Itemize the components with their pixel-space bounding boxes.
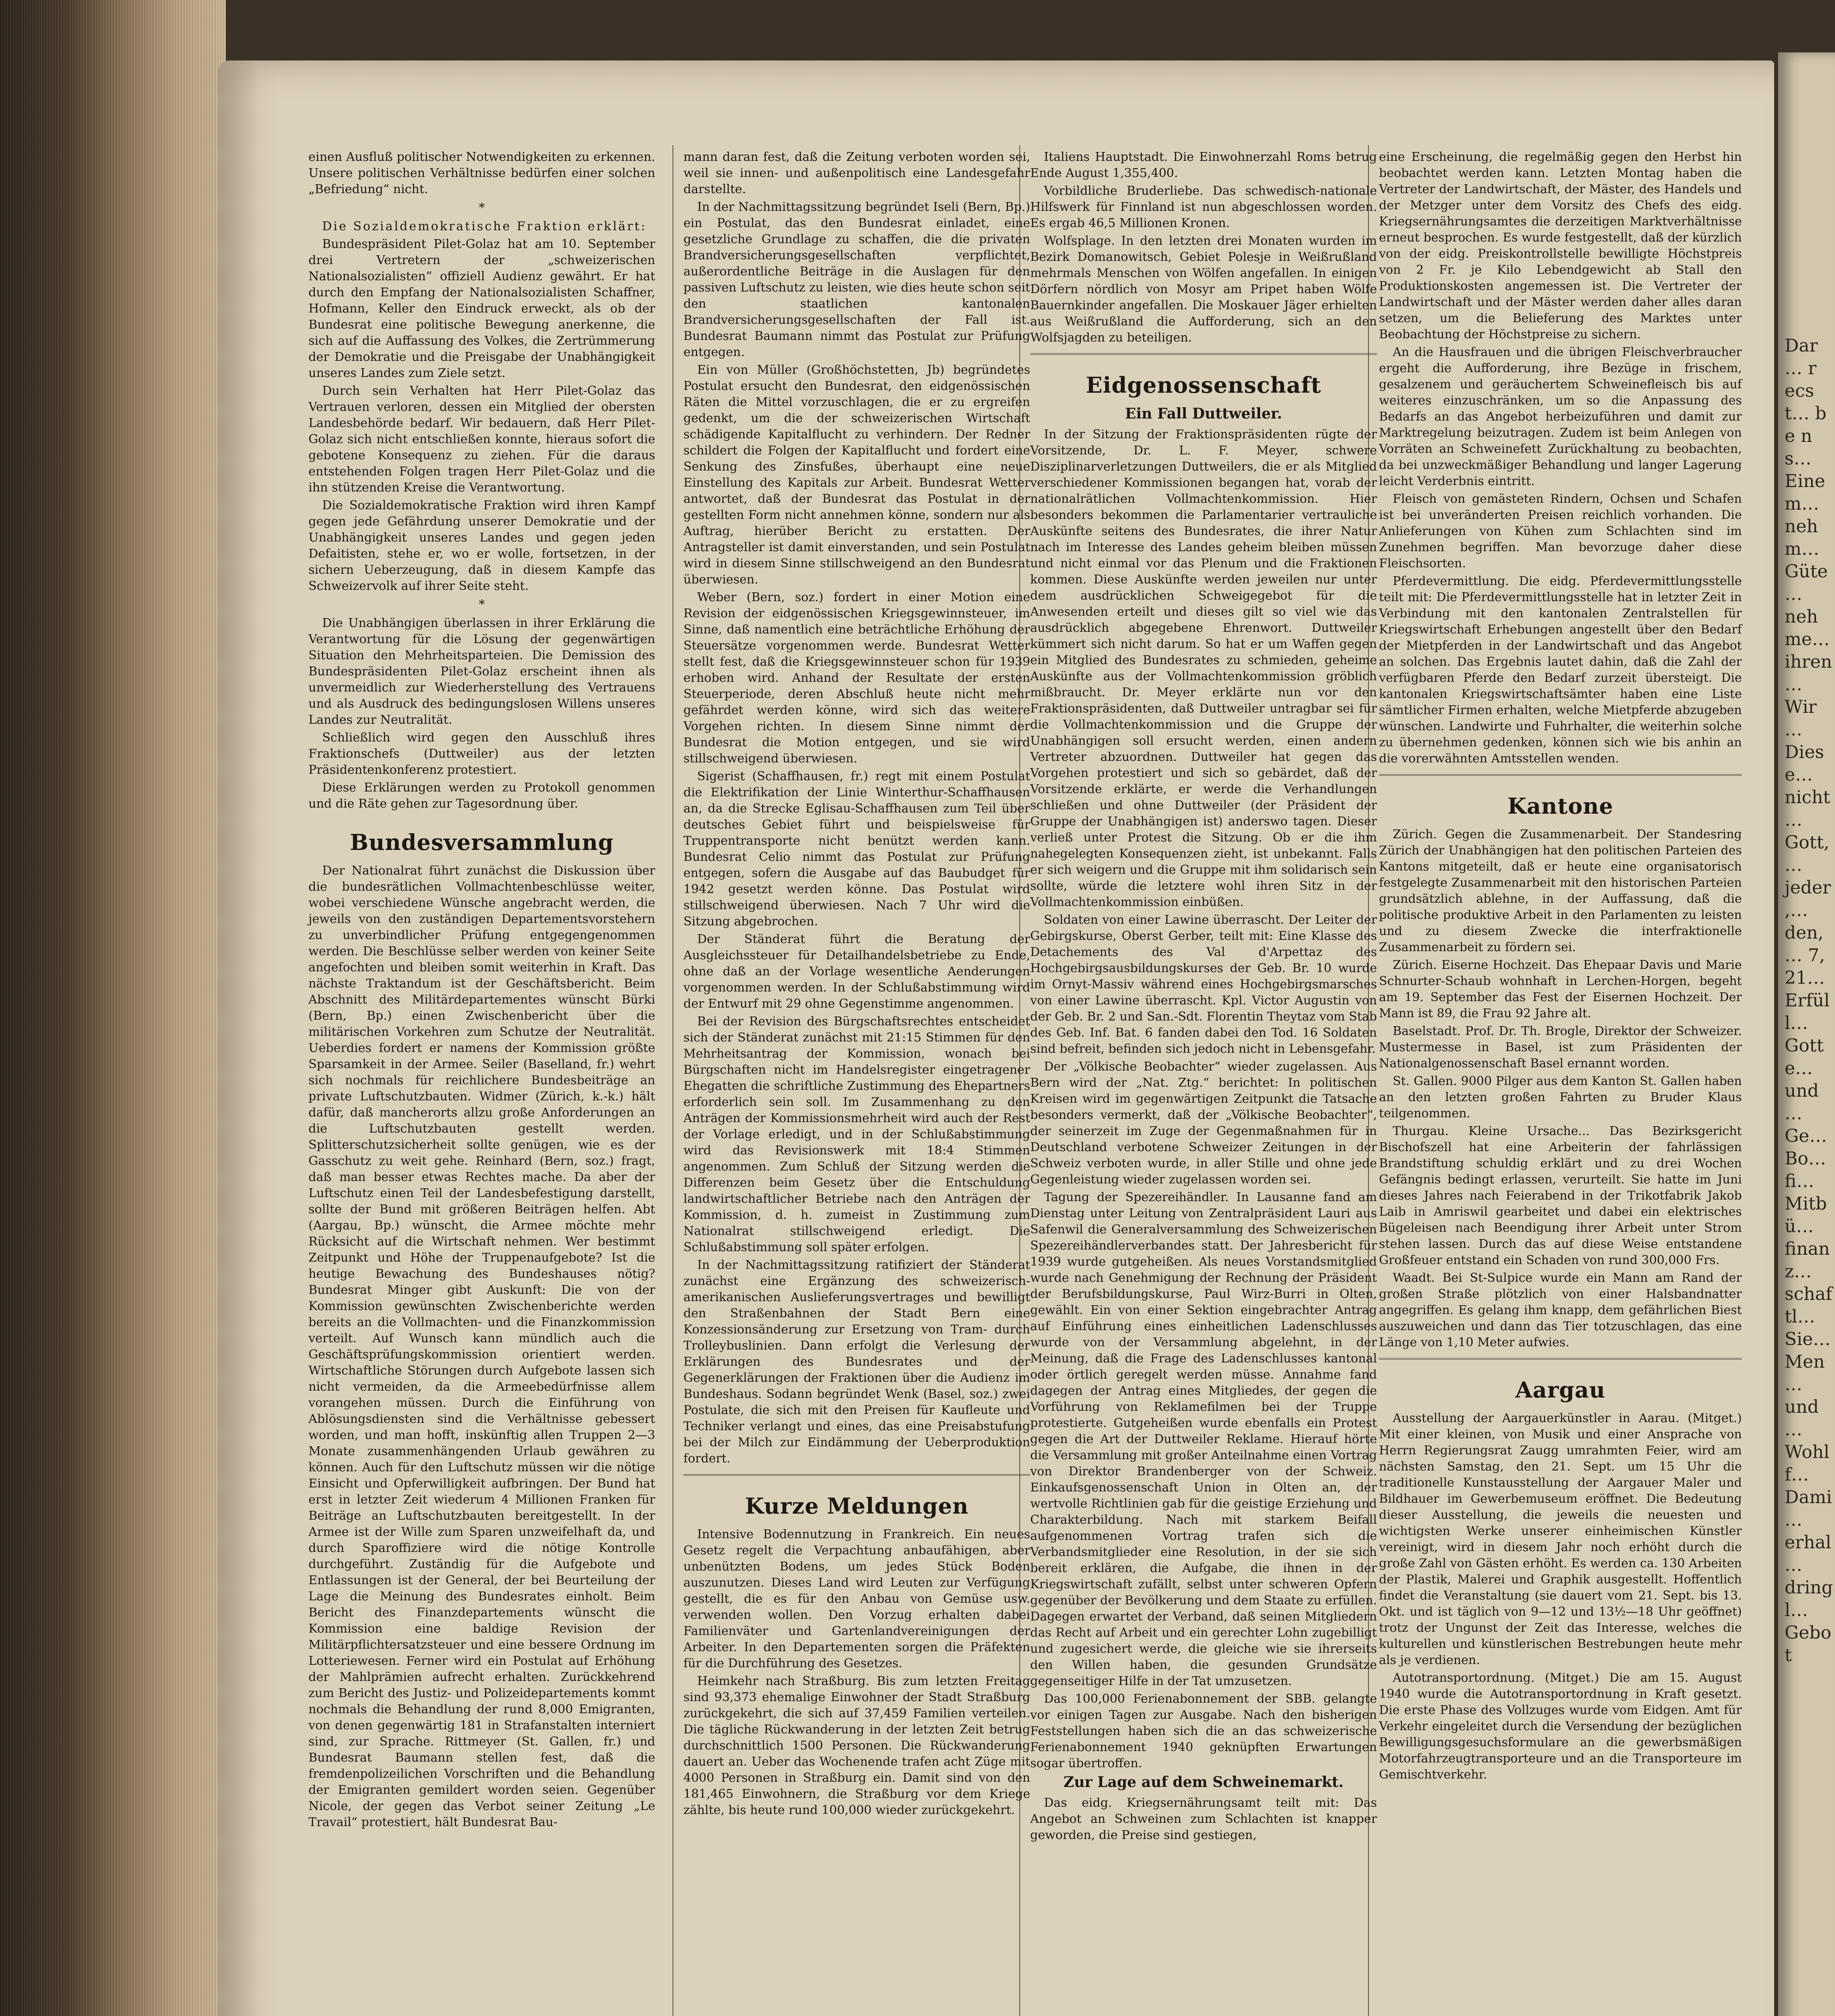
section-headline: Aargau <box>1515 1377 1606 1403</box>
paragraph: Autotransportordnung. (Mitget.) Die am 15. August 1940 wurde die Autotransportordnung in Kraft gesetzt. Die erste Phase des Vollzuges wurde vom Eidgen. Amt für Verkehr eingeleitet durch die Versendung der bezüglichen Bewilligungsgesuchsformulare an die gewerbsmäßigen Motorfahrzeugtransporteure und an die Transporteure im Gemischtverkehr. <box>1379 1671 1742 1782</box>
paragraph: Baselstadt. Prof. Dr. Th. Brogle, Direktor der Schweizer. Mustermesse in Basel, ist zum Präsidenten der Nationalgenossenschaft Basel ernannt worden. <box>1379 1024 1742 1070</box>
paragraph: Durch sein Verhalten hat Herr Pilet-Golaz das Vertrauen verloren, dessen ein Mitglied der obersten Landesbehörde bedarf. Wir bedauern, daß Herr Pilet-Golaz sich nicht entschließen konnte, hieraus sofort die gebotene Konsequenz zu ziehen. Für die daraus entstehenden Folgen tragen Herr Pilet-Golaz und die ihn stützenden Kreise die Verantwortung. <box>308 384 655 495</box>
column-1 <box>308 149 655 1832</box>
paragraph: eine Erscheinung, die regelmäßig gegen den Herbst hin beobachtet werden kann. Letzten Montag haben die Vertreter der Landwirtschaft, der Mäster, des Handels und der Metzger unter dem Vorsitz des Chefs des eidg. Kriegsernährungsamtes die derzeitigen Marktverhältnisse erneut besprochen. Es wurde festgestellt, daß der kürzlich von der eidg. Preiskontrollstelle bewilligte Höchstpreis von 2 Fr. je Kilo Lebendgewicht ab Stall den Produktionskosten angemessen ist. Die Vertreter der Landwirtschaft und der Mäster werden daher alles daran setzen, um die Belieferung des Marktes unter Beobachtung der Höchstpreise zu sichern. <box>1379 150 1742 342</box>
paragraph: In der Sitzung der Fraktionspräsidenten rügte der Vorsitzende, Dr. L. F. Meyer, schwere Disziplinarverletzungen Duttweilers, die er als Mitglied verschiedener Kommissionen begangen hat, vorab der nationalrätlichen Vollmachtenkommission. Hier besonders bekommen die Parlamentarier vertrauliche Auskünfte seitens des Bundesrates, die ihrer Natur nach im Interesse des Landes geheim bleiben müssen und nicht einmal vor das Plenum und die Fraktionen kommen. Diese Auskünfte werden jeweilen nur unter dem ausdrücklichen Schweigegebot für die Anwesenden erteilt und dieses gilt so viel wie das ausdrücklich abgegebene Ehrenwort. Duttweiler kümmert sich nicht darum. So hat er um Waffen gegen ein Mitglied des Bundesrates zu schmieden, geheime Auskünfte aus der Vollmachtenkommission gröblich mißbraucht. Dr. Meyer erklärte nun vor den Fraktionspräsidenten, daß Duttweiler untragbar sei für die Vollmachtenkommission und die Gruppe der Unabhängigen soll ersucht werden, einen andern Vertreter abzuordnen. Duttweiler hat gegen das Vorgehen protestiert und sich so gebärdet, daß der Vorsitzende erklärte, er werde die Verhandlungen schließen und ohne Duttweiler (der Präsident der Gruppe der Unabhängigen ist) anderswo tagen. Dieser verließ unter Protest die Sitzung. Ob er die ihm nahegelegten Konsequenzen zieht, ist unbekannt. Falls er sich weigern und die Gruppe mit ihm solidarisch sein sollte, würde die letztere wohl ihren Sitz in der Vollmachtenkommission einbüßen. <box>1030 427 1377 909</box>
paragraph: Weber (Bern, soz.) fordert in einer Motion eine Revision der eidgenössischen Kriegsgewinnsteuer, im Sinne, daß namentlich eine beträchtliche Erhöhung der Steuersätze vorgenommen werde. Bundesrat Wetter stellt fest, daß die Kriegsgewinnsteuer schon für 1939 erhoben wird. Anhand der Resultate der ersten Steuerperiode, deren Abschluß heute nicht mehr gefährdet werden könne, wird sich das weitere Vorgehen richten. In diesem Sinne nimmt der Bundesrat die Motion entgegen, und sie wird stillschweigend überwiesen. <box>683 590 1030 766</box>
paragraph: Das eidg. Kriegsernährungsamt teilt mit: Das Angebot an Schweinen zum Schlachten ist knapper geworden, die Preise sind gestiegen, <box>1030 1796 1377 1842</box>
paragraph: Schließlich wird gegen den Ausschluß ihres Fraktionschefs (Duttweiler) aus der letzten Präsidentenkonferenz protestiert. <box>308 731 655 777</box>
paragraph: Waadt. Bei St-Sulpice wurde ein Mann am Rand der großen Straße plötzlich von einer Halsbandnatter angegriffen. Es gelang ihm knapp, dem gefährlichen Biest auszuweichen und dann das Tier totzuschlagen, das eine Länge von 1,10 Meter aufwies. <box>1379 1271 1742 1350</box>
section-rule <box>1379 774 1742 776</box>
paragraph: In der Nachmittagssitzung begründet Iseli (Bern, Bp.) ein Postulat, das den Bundesrat einladet, eine gesetzliche Grundlage zu schaffen, die die privaten Brandversicherungsgesellschaften verpflichtet, außerordentliche Beiträge in die Auslagen für den passiven Luftschutz zu leisten, wie dies heute schon seit den staatlichen kantonalen Brandversicherungsgesellschaften der Fall ist. Bundesrat Baumann nimmt das Postulat zur Prüfung entgegen. <box>683 200 1030 359</box>
paragraph: Tagung der Spezereihändler. In Lausanne fand am Dienstag unter Leitung von Zentralpräsident Lauri aus Safenwil die Generalversammlung des Schweizerischen Spezereihändlerverbandes statt. Der Jahresbericht für 1939 wurde gutgeheißen. Als neues Vorstandsmitglied wurde nach Genehmigung der Rechnung der Präsident der Berufsbildungskurse, Paul Wirz-Burri in Olten, gewählt. Ein von einer Sektion eingebrachter Antrag auf Einführung eines einheitlichen Ladenschlusses wurde von der Versammlung abgelehnt, in der Meinung, daß die Frage des Ladenschlusses kantonal oder örtlich geregelt werden müsse. Annahme fand dagegen der Antrag eines Mitgliedes, der gegen die Vorführung von Reklamefilmen bei der Truppe protestierte. Gutgeheißen wurde ebenfalls ein Protest gegen die Art der Duttweiler Reklame. Hierauf hörte die Versammlung mit großer Anteilnahme einen Vortrag von Direktor Brandenberger von der Schweiz. Einkaufsgenossenschaft Union in Olten an, der wertvolle Richtlinien gab für die geistige Erziehung und Charakterbildung. Nach mit starkem Beifall aufgenommenen Vortrag trafen sich die Verbandsmitglieder eine Resolution, in der sie sich bereit erklären, die Aufgabe, die ihnen in der Kriegswirtschaft zufällt, selbst unter schweren Opfern gegenüber der Bevölkerung und dem Staate zu erfüllen. Dagegen erwartet der Verband, daß seinen Mitgliedern das Recht auf Arbeit und ein gerechter Lohn zugebilligt und zugesichert werde, die gleiche wie sie ihrerseits den Willen haben, die gesunden Grundsätze gegenseitiger Hilfe in der Tat umzusetzen. <box>1030 1190 1377 1688</box>
paragraph: Die Sozialdemokratische Fraktion wird ihren Kampf gegen jede Gefährdung unserer Demokratie und der Unabhängigkeit unseres Landes und gegen jeden Defaitisten, stehe er, wo er wolle, fortsetzen, in der sichern Ueberzeugung, daß in diesem Kampfe das Schweizervolk auf ihrer Seite steht. <box>308 498 655 593</box>
section-headline: Kantone <box>1507 793 1614 819</box>
section-headline: Bundesversammlung <box>350 829 614 855</box>
paragraph: Bundespräsident Pilet-Golaz hat am 10. September drei Vertretern der „schweizerischen Nationalsozialisten“ offiziell Audienz gewährt. Er hat durch den Empfang der Nationalsozialisten Schaffner, Hofmann, Keller den Eindruck erweckt, als ob der Bundesrat eine politische Bewegung anerkenne, die sich auf die Auffassung des Volkes, die Zertrümmerung der Demokratie und die Preisgabe der Unabhängigkeit unseres Landes zum Ziele setzt. <box>308 237 655 380</box>
paragraph: Soldaten von einer Lawine überrascht. Der Leiter der Gebirgskurse, Oberst Gerber, teilt mit: Eine Klasse des Detachements des Val d'Arpettaz des Hochgebirgsausbildungskurses der Geb. Br. 10 wurde im Ornyt-Massiv während eines Hochgebirgsmarsches von einer Lawine überrascht. Kpl. Victor Augustin von der Geb. Br. 2 und San.-Sdt. Florentin Theytaz vom Stab des Geb. Inf. Bat. 6 fanden dabei den Tod. 16 Soldaten sind befreit, befinden sich jedoch nicht in Lebensgefahr. <box>1030 913 1377 1056</box>
paragraph: In der Nachmittagssitzung ratifiziert der Ständerat zunächst eine Ergänzung des schweizerisch-amerikanischen Auslieferungsvertrages und bewilligt den Straßenbahnen der Stadt Bern eine Konzessionsänderung zur Ersetzung von Tram- durch Trolleybuslinien. Dann erfolgt die Verlesung der Erklärungen des Bundesrates und der Gegenerklärungen der Fraktionen über die Audienz im Bundeshaus. Sodann begründet Wenk (Basel, soz.) zwei Postulate, die sich mit den Preisen für Kaufleute und Techniker verlangt und eines, das eine Preisabstufung bei der Milch zur Eindämmung der Ueberproduktion fordert. <box>683 1258 1030 1466</box>
paragraph: Vorbildliche Bruderliebe. Das schwedisch-nationale Hilfswerk für Finnland ist nun abgeschlossen worden. Es ergab 46,5 Millionen Kronen. <box>1030 184 1377 230</box>
paragraph: Bei der Revision des Bürgschaftsrechtes entscheidet sich der Ständerat zunächst mit 21:15 Stimmen für den Mehrheitsantrag der Kommission, wonach bei Bürgschaften nicht im Handelsregister eingetragener Ehegatten die schriftliche Zustimmung des Ehepartners erforderlich sein soll. Im Zusammenhang zu den Anträgen der Kommissionsmehrheit wird auch der Rest der Vorlage erledigt, und in der Schlußabstimmung wird das Revisionswerk mit 18:4 Stimmen angenommen. Zum Schluß der Sitzung werden die Differenzen beim Gesetz über die Entschuldung landwirtschaftlicher Betriebe nach den Anträgen der Kommission, d. h. zumeist in Zustimmung zum Nationalrat stillschweigend erledigt. Die Schlußabstimmung soll später erfolgen. <box>683 1014 1030 1254</box>
paragraph: Der „Völkische Beobachter“ wieder zugelassen. Aus Bern wird der „Nat. Ztg.“ berichtet: In politischen Kreisen wird im gegenwärtigen Zeitpunkt die Tatsache besonders vermerkt, daß der „Völkische Beobachter“, der seinerzeit im Zuge der Gegenmaßnahmen für in Deutschland verbotene Schweizer Zeitungen in der Schweiz verboten wurde, in aller Stille und ohne jede Gegenleistung wieder zugelassen worden sei. <box>1030 1060 1377 1187</box>
paragraph: Intensive Bodennutzung in Frankreich. Ein neues Gesetz regelt die Verpachtung anbaufähigen, aber unbenützten Bodens, um jedes Stück Boden auszunutzen. Dieses Land wird Leuten zur Verfügung gestellt, die es für den Anbau von Gemüse usw. verwenden wollen. Den Vorzug erhalten dabei Familienväter und Gartenlandvereinigungen der Arbeiter. In den Departementen sorgen die Präfekten für die Durchführung des Gesetzes. <box>683 1527 1030 1670</box>
section-headline: Eidgenossenschaft <box>1086 372 1321 398</box>
paragraph: Diese Erklärungen werden zu Protokoll genommen und die Räte gehen zur Tagesordnung über. <box>308 781 655 811</box>
column-4 <box>1379 149 1742 1785</box>
paragraph: Der Ständerat führt die Beratung der Ausgleichssteuer für Detailhandelsbetriebe zu Ende, ohne daß an der Vorlage wesentliche Aenderungen vorgenommen werden. In der Schlußabstimmung wird der Entwurf mit 29 ohne Gegenstimme angenommen. <box>683 932 1030 1011</box>
paragraph: Pferdevermittlung. Die eidg. Pferdevermittlungsstelle teilt mit: Die Pferdevermittlungsstelle hat in letzter Zeit in Verbindung mit den kantonalen Zentralstellen für Kriegswirtschaft Erhebungen angestellt über den Bedarf der Mietpferden in der Landwirtschaft und das Angebot an solchen. Das Ergebnis lautet dahin, daß die Zahl der verfügbaren Pferde den Bedarf zurzeit übersteigt. Die kantonalen Kriegswirtschaftsämter haben eine Liste sämtlicher Firmen erhalten, welche Mietpferde abzugeben wünschen. Landwirte und Fuhrhalter, die weiterhin solche zu übernehmen gedenken, können sich wie bis anhin an die vorerwähnten Amtsstellen wenden. <box>1379 574 1742 766</box>
section-rule <box>683 1474 1030 1476</box>
article-subheadline: Zur Lage auf dem Schweinemarkt. <box>1063 1774 1344 1791</box>
paragraph: Ein von Müller (Großhöchstetten, Jb) begründetes Postulat ersucht den Bundesrat, den eidgenössischen Räten die Mittel vorzuschlagen, die er zu ergreifen gedenkt, um die der schweizerischen Wirtschaft schädigende Kapitalflucht zu verhindern. Der Redner schildert die Folgen der Kapitalflucht und fordert eine Senkung des Zinsfußes, überhaupt eine neue Einstellung des Kapitals zur Arbeit. Bundesrat Wetter antwortet, daß der Bundesrat das Postulat in der gestellten Form nicht annehmen könne, sondern nur als Auftrag, hierüber Bericht zu erstatten. Der Antragsteller ist damit einverstanden, und sein Postulat wird in diesem Sinne stillschweigend an den Bundesrat überwiesen. <box>683 363 1030 587</box>
paragraph: Heimkehr nach Straßburg. Bis zum letzten Freitag sind 93,373 ehemalige Einwohner der Stadt Straßburg zurückgekehrt, die sich auf 37,459 Familien verteilen. Die tägliche Rückwanderung in der letzten Zeit betrug durchschnittlich 1500 Personen. Die Rückwanderung dauert an. Ueber das Wochenende trafen acht Züge mit 4000 Personen in Straßburg ein. Damit sind von den 181,465 Einwohnern, die Straßburg vor dem Kriege zählte, bis heute rund 100,000 wieder zurückgekehrt. <box>683 1674 1030 1817</box>
paragraph: St. Gallen. 9000 Pilger aus dem Kanton St. Gallen haben an den letzten großen Fahrten zu Bruder Klaus teilgenommen. <box>1379 1074 1742 1120</box>
paragraph: Die Sozialdemokratische Fraktion erklärt: <box>322 219 647 233</box>
article-subheadline: Ein Fall Duttweiler. <box>1125 405 1282 422</box>
paragraph: An die Hausfrauen und die übrigen Fleischverbraucher ergeht die Aufforderung, ihre Bezüge in frischem, gesalzenem und geräuchertem Schweinefleisch bis auf weiteres einzuschränken, um so die Anpassung des Bedarfs an das Angebot herbeizuführen und damit zur Marktregelung beizutragen. Zudem ist beim Anlegen von Vorräten an Schweinefett Zurückhaltung zu beobachten, da bei unzweckmäßiger Behandlung und langer Lagerung leicht Verderbnis eintritt. <box>1379 345 1742 488</box>
paragraph: Das 100,000 Ferienabonnement der SBB. gelangte vor einigen Tagen zur Ausgabe. Nach den bisherigen Feststellungen haben sich die an das schweizerische Ferienabonnement 1940 geknüpften Erwartungen sogar übertroffen. <box>1030 1692 1377 1770</box>
adjacent-page-fragment: Dar… r ecs t… b e n s… Einem… nehm… Güte… nehme… ihren… Wir… Diese… nicht… Gott,… jeder,… den,… 7, 21… Erfüll… Gotte… und… Ge… Bo… fi… Mitbü… finanz… schaftl… Sie… Men… und… Wohlf… Dami… erhal… dringl… Gebot <box>1785 335 1833 1666</box>
section-headline: Kurze Meldungen <box>745 1493 969 1519</box>
separator-star: * <box>479 201 485 215</box>
paragraph: einen Ausfluß politischer Notwendigkeiten zu erkennen. Unsere politischen Verhältnisse bedürfen einer solchen „Befriedung“ nicht. <box>308 150 655 196</box>
paragraph: Thurgau. Kleine Ursache... Das Bezirksgericht Bischofszell hat eine Arbeiterin der fahrlässigen Brandstiftung schuldig erklärt und zu drei Wochen Gefängnis bedingt erlassen, verurteilt. Sie hatte im Juni dieses Jahres nach Feierabend in der Trikotfabrik Jakob Laib in Amriswil gearbeitet und dabei ein elektrisches Bügeleisen nach Beendigung ihrer Arbeit unter Strom stehen lassen. Durch das auf diese Weise entstandene Großfeuer entstand ein Schaden von rund 300,000 Frs. <box>1379 1124 1742 1267</box>
separator-star: * <box>479 598 485 612</box>
section-rule <box>1030 353 1377 355</box>
column-2 <box>683 149 1030 1820</box>
paragraph: Wolfsplage. In den letzten drei Monaten wurden im Bezirk Domanowitsch, Gebiet Polesje in Weißrußland mehrmals Menschen von Wölfen angefallen. In einigen Dörfern nördlich von Mosyr am Pripet haben Wölfe Bauernkinder angefallen. Die Moskauer Jäger erhielten aus Weißrußland die Aufforderung, sich an den Wolfsjagden zu beteiligen. <box>1030 234 1377 345</box>
book-page-edges <box>0 0 226 2016</box>
paragraph: Sigerist (Schaffhausen, fr.) regt mit einem Postulat die Elektrifikation der Linie Winterthur-Schaffhausen an, da die Strecke Eglisau-Schaffhausen zum Teil über deutsches Gebiet führt und beispielsweise für Truppentransporte nicht benützt werden kann. Bundesrat Celio nimmt das Postulat zur Prüfung entgegen, sofern die Ausgabe auf das Baubudget für 1942 gesetzt werden könne. Das Postulat wird stillschweigend überwiesen. Nach 7 Uhr wird die Sitzung abgebrochen. <box>683 769 1030 929</box>
paragraph: Fleisch von gemästeten Rindern, Ochsen und Schafen ist bei unveränderten Preisen reichlich vorhanden. Die Anlieferungen von Kühen zum Schlachten sind im Zunehmen begriffen. Man bevorzuge daher diese Fleischsorten. <box>1379 492 1742 571</box>
paragraph: mann daran fest, daß die Zeitung verboten worden sei, weil sie innen- und außenpolitisch eine Landesgefahr darstellte. <box>683 150 1030 196</box>
column-3 <box>1030 149 1377 1845</box>
paragraph: Zürich. Eiserne Hochzeit. Das Ehepaar Davis und Marie Schnurter-Schaub wohnhaft in Lerchen-Horgen, begeht am 19. September das Fest der Eisernen Hochzeit. Der Mann ist 89, die Frau 92 Jahre alt. <box>1379 958 1742 1020</box>
paragraph: Italiens Hauptstadt. Die Einwohnerzahl Roms betrug Ende August 1,355,400. <box>1030 150 1377 180</box>
paragraph: Die Unabhängigen überlassen in ihrer Erklärung die Verantwortung für die Lösung der gegenwärtigen Situation den Mehrheitsparteien. Die Demission des Bundespräsidenten Pilet-Golaz erscheint ihnen als unvermeidlich zur Wiederherstellung des Vertrauens und als Ausdruck des bedingungslosen Willens unseres Landes zur Neutralität. <box>308 616 655 727</box>
paragraph: Zürich. Gegen die Zusammenarbeit. Der Standesring Zürich der Unabhängigen hat den politischen Parteien des Kantons mitgeteilt, daß er heute eine organisatorisch festgelegte Zusammenarbeit mit den historischen Parteien grundsätzlich ablehne, in der Auffassung, daß die politische produktive Arbeit in den Parlamenten zu leisten und zu diesem Zwecke die interfraktionelle Zusammenarbeit zu fördern sei. <box>1379 827 1742 954</box>
section-rule <box>1379 1358 1742 1360</box>
paragraph: Ausstellung der Aargauerkünstler in Aarau. (Mitget.) Mit einer kleinen, von Musik und einer Ansprache von Herrn Regierungsrat Zaugg umrahmten Feier, wird am nächsten Samstag, den 21. Sept. um 15 Uhr die traditionelle Kunstausstellung der Aargauer Maler und Bildhauer im Gewerbemuseum eröffnet. Die Bedeutung dieser Ausstellung, die jeweils die neuesten und wichtigsten Werke unserer einheimischen Künstler vereinigt, wird in diesem Jahr noch erhöht durch die große Zahl von Gästen erhöht. Es werden ca. 130 Arbeiten der Plastik, Malerei und Graphik ausgestellt. Hoffentlich findet die Veranstaltung (sie dauert vom 21. Sept. bis 13. Okt. und ist täglich von 9—12 und 13½—18 Uhr geöffnet) trotz der Ungunst der Zeit das Interesse, welches die kulturellen und künstlerischen Bestrebungen heute mehr als je verdienen. <box>1379 1411 1742 1667</box>
paragraph: Der Nationalrat führt zunächst die Diskussion über die bundesrätlichen Vollmachtenbeschlüsse weiter, wobei verschiedene Wünsche angebracht werden, die jeweils von den zuständigen Departementsvorstehern zu unverbindlicher Prüfung entgegengenommen werden. Die Beschlüsse selber werden von keiner Seite angefochten und bleiben somit weiterhin in Kraft. Das nächste Traktandum ist der Geschäftsbericht. Beim Abschnitt des Militärdepartementes wünscht Bürki (Bern, Bp.) einen Zwischenbericht über die militärischen Vorkehren zum Schutze der Neutralität. Ueberdies fordert er namens der Kommission größte Sparsamkeit in der Armee. Seiler (Baselland, fr.) wehrt sich nochmals für reichlichere Bundesbeiträge an private Luftschutzbauten. Widmer (Zürich, k.-k.) hält dafür, daß mancherorts allzu große Anforderungen an die Luftschutzbauten gestellt werden. Splitterschutzsicherheit sollte genügen, wie es der Gasschutz zu weit gehe. Reinhard (Bern, soz.) fragt, daß man besser etwas Rechtes mache. Da aber der Luftschutz einen Teil der Landesbefestigung darstellt, sollte der Bund mit größeren Beiträgen helfen. Abt (Aargau, Bp.) wünscht, die Armee möchte mehr Rücksicht auf die Wirtschaft nehmen. Wer bestimmt Zeitpunkt und Höhe der Truppenaufgebote? Ist die heutige Bewachung des Bundeshauses nötig? Bundesrat Minger gibt Auskunft: Die von der Kommission gewünschten Zwischenberichte werden bereits an die Vollmachten- und die Finanzkommission verteilt. Auf Wunsch kann mündlich auch die Geschäftsprüfungskommission orientiert werden. Wirtschaftliche Störungen durch Aufgebote lassen sich nicht vermeiden, da die Armeebedürfnisse allem vorangehen müssen. Durch die Einführung von Ablösungsdiensten sind die Verhältnisse gebessert worden, und man hofft, inskünftig allen Truppen 2—3 Monate zusammenhängenden Urlaub gewähren zu können. Auch für den Luftschutz müssen wir die nötige Einsicht und Opferwilligkeit aufbringen. Der Bund hat erst in letzter Zeit wiederum 4 Millionen Franken für Beiträge an Luftschutzbauten bereitgestellt. In der Armee ist der Wille zum Sparen unzweifelhaft da, und durch Sparoffiziere wird die nötige Kontrolle durchgeführt. Zuständig für die Aufgebote und Entlassungen ist der General, der bei Beurteilung der Lage die Meinung des Bundesrates einholt. Beim Bericht des Finanzdepartements wünscht die Kommission eine baldige Revision der Militärpflichtersatzsteuer und eine bessere Ordnung im Lotteriewesen. Ferner wird ein Postulat auf Erhöhung der Mahlprämien aufrecht erhalten. Zurückkehrend zum Bericht des Justiz- und Polizeidepartements kommt nochmals die Behandlung der rund 8,000 Emigranten, von denen gegenwärtig 181 in Strafanstalten interniert sind, zur Sprache. Rittmeyer (St. Gallen, fr.) und Bundesrat Baumann stellen fest, daß die fremdenpolizeilichen Vorschriften und die Behandlung der Emigranten gemildert worden seien. Gegenüber Nicole, der gegen das Verbot seiner Zeitung „Le Travail“ protestiert, hält Bundesrat Bau- <box>308 864 655 1829</box>
adjacent-page-edge <box>1778 52 1835 2016</box>
